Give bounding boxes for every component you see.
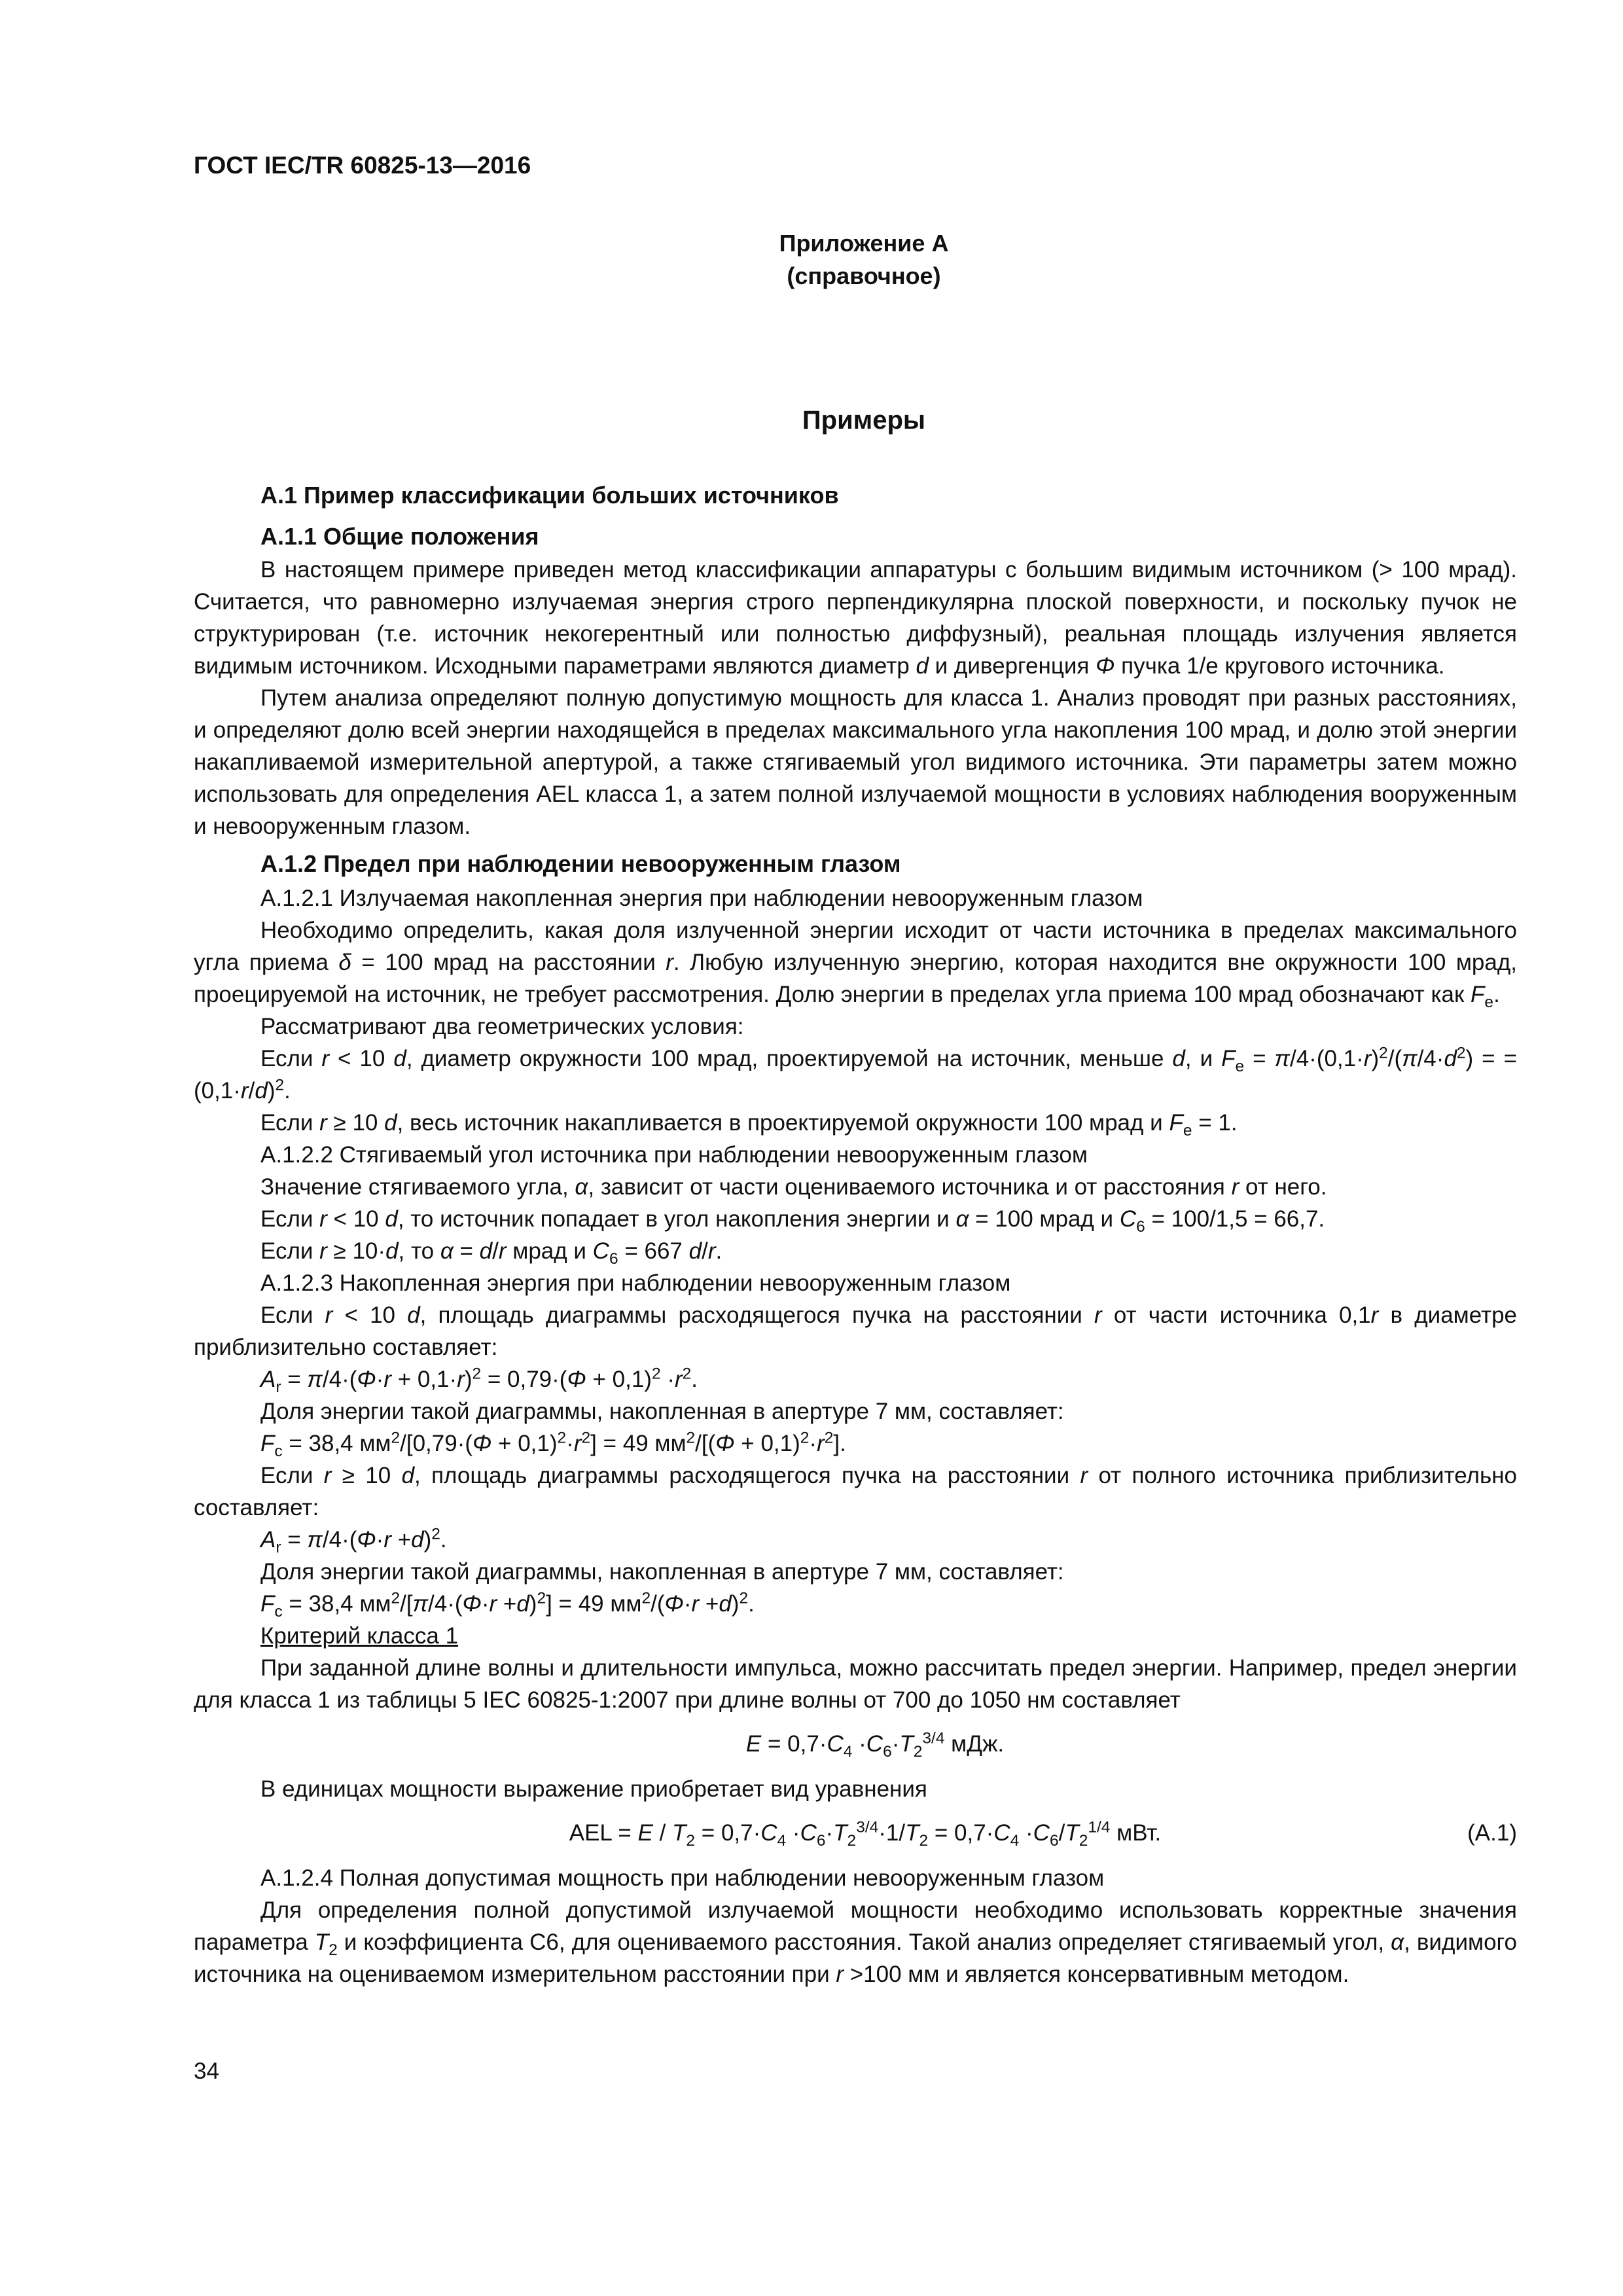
subsection-a1-2-3: А.1.2.3 Накопленная энергия при наблюдении невооруженным глазом <box>260 1270 1011 1296</box>
formula-fc-2: $F_c = 38,4$ $мм^2/[\pi/4\cdot(\Phi\cdot r +d)^2] = 49$ $мм^2/(\Phi\cdot r +d)^2$. <box>260 1589 755 1621</box>
heading-a1: А.1 Пример классификации больших источников <box>260 482 839 509</box>
appendix-subtitle: (справочное) <box>787 262 941 289</box>
formula-fc-1: $F_c = 38,4$ $мм^2/[0,79\cdot(\Phi + 0,1)^2\cdot r^2] = 49$ $мм^2/[(\Phi + 0,1)^2\cdot r^2]$. <box>260 1429 846 1460</box>
standard-header: ГОСТ IEC/TR 60825-13—2016 <box>194 152 531 179</box>
page-number: 34 <box>194 2058 219 2084</box>
paragraph-alpha-1: Если r < 10 d, то источник попадает в угол накопления энергии и α = 100 мрад и $C_6 = 100/1,5 = 66,7$. <box>260 1206 1325 1236</box>
heading-a1-1: А.1.1 Общие положения <box>260 523 539 550</box>
formula-ael: AEL = $E / T_2 = 0,7\cdot C_4 \cdot C_6\cdot T_2^{3/4}\cdot 1/T_2 = 0,7\cdot C_4 \cdot C_6/T_2^{1/4}$ мВт. <box>569 1818 1162 1850</box>
paragraph-intro: В настоящем примере приведен метод классификации аппаратуры с большим видимым источником (> 100 мрад). Считается, что равномерно излучаемая энергия строго перпендикулярна плоской поверхности, и поскольку пучок не структурирован (т.е. источник некогерентный или полностью диффузный), реальная площадь излучения является видимым источником. Исходными параметрами являются диаметр d и дивергенция Φ пучка 1/е кругового источника. <box>194 557 1517 679</box>
subsection-a1-2-1: А.1.2.1 Излучаемая накопленная энергия при наблюдении невооруженным глазом <box>260 886 1143 911</box>
formula-ael-row <box>194 1817 1517 1849</box>
appendix-title: Приложение А <box>779 230 949 257</box>
paragraph-analysis: Путем анализа определяют полную допустимую мощность для класса 1. Анализ проводят при разных расстояниях, и определяют долю всей энергии находящейся в пределах максимального угла накопления 100 мрад, и долю этой энергии накапливаемой измерительной апертурой, а также стягиваемый угол видимого источника. Эти параметры затем можно использовать для определения AEL класса 1, а затем полной излучаемой мощности в условиях наблюдения вооруженным и невооруженным глазом. <box>194 685 1517 839</box>
paragraph-alpha: Значение стягиваемого угла, α, зависит от части оцениваемого источника и от расстояния r от него. <box>260 1174 1327 1200</box>
paragraph-fe: Необходимо определить, какая доля излученной энергии исходит от части источника в пределах максимального угла приема δ = 100 мрад на расстоянии r. Любую излученную энергию, которая находится вне окружности 100 мрад, проецируемой на источник, не требует рассмотрения. Долю энергии в пределах угла приема 100 мрад обозначают как $F_e$. <box>194 918 1517 1011</box>
paragraph-criterion: При заданной длине волны и длительности импульса, можно рассчитать предел энергии. Например, предел энергии для класса 1 из таблицы 5 IEC 60825-1:2007 при длине волны от 700 до 1050 нм составляет <box>194 1655 1517 1713</box>
paragraph-alpha-2: Если r ≥ 10·d, то α = d/r мрад и $C_6 = 667$ d/r. <box>260 1238 722 1268</box>
subsection-a1-2-4: А.1.2.4 Полная допустимая мощность при наблюдении невооруженным глазом <box>260 1865 1105 1891</box>
subsection-a1-2-2: А.1.2.2 Стягиваемый угол источника при наблюдении невооруженным глазом <box>260 1142 1088 1168</box>
paragraph-condition-2: Если r ≥ 10 d, весь источник накапливается в проектируемой окружности 100 мрад и $F_e = 1$. <box>260 1110 1238 1139</box>
equation-number: (А.1) <box>1467 1820 1517 1846</box>
formula-energy: $E = 0,7\cdot C_4 \cdot C_6\cdot T_2^{3/4}$ мДж. <box>745 1729 1005 1761</box>
formula-ar-2: $A_r = \pi/4\cdot(\Phi\cdot r +d)^2$. <box>260 1525 447 1556</box>
paragraph-power-units: В единицах мощности выражение приобретает вид уравнения <box>260 1776 927 1802</box>
formula-ar-1: $A_r = \pi/4\cdot(\Phi\cdot r + 0,1\cdot r)^2 = 0,79\cdot(\Phi + 0,1)^2 \cdot r^2$. <box>260 1365 698 1396</box>
appendix-heading <box>0 227 1623 293</box>
paragraph-area-1: Если r < 10 d, площадь диаграммы расходящегося пучка на расстоянии r от части источника 0,1r в диаметре приблизительно составляет: <box>194 1302 1518 1360</box>
paragraph-conditions: Рассматривают два геометрических условия: <box>260 1014 744 1039</box>
heading-a1-2: А.1.2 Предел при наблюдении невооруженным глазом <box>260 850 901 877</box>
paragraph-fraction-1: Доля энергии такой диаграммы, накопленная в апертуре 7 мм, составляет: <box>260 1399 1064 1424</box>
paragraph-area-2: Если r ≥ 10 d, площадь диаграммы расходящегося пучка на расстоянии r от полного источника приблизительно составляет: <box>194 1463 1517 1520</box>
paragraph-total-power: Для определения полной допустимой излучаемой мощности необходимо использовать корректные значения параметра $T_2$ и коэффициента С6, для оцениваемого расстояния. Такой анализ определяет стягиваемый угол, α, видимого источника на оцениваемом измерительном расстоянии при r >100 мм и является консервативным методом. <box>194 1897 1517 1987</box>
section-title: Примеры <box>802 406 926 435</box>
paragraph-condition-1: Если r < 10 d, диаметр окружности 100 мрад, проектируемой на источник, меньше d, и $F_e = \pi/4\cdot(0,1\cdot r)^2/(\pi/4\cdot d^2)$ = = $(0,1\cdot r/d)^2$. <box>194 1044 1518 1103</box>
paragraph-fraction-2: Доля энергии такой диаграммы, накопленная в апертуре 7 мм, составляет: <box>260 1559 1064 1585</box>
document-body <box>194 479 1517 1990</box>
criterion-heading: Критерий класса 1 <box>260 1623 459 1649</box>
